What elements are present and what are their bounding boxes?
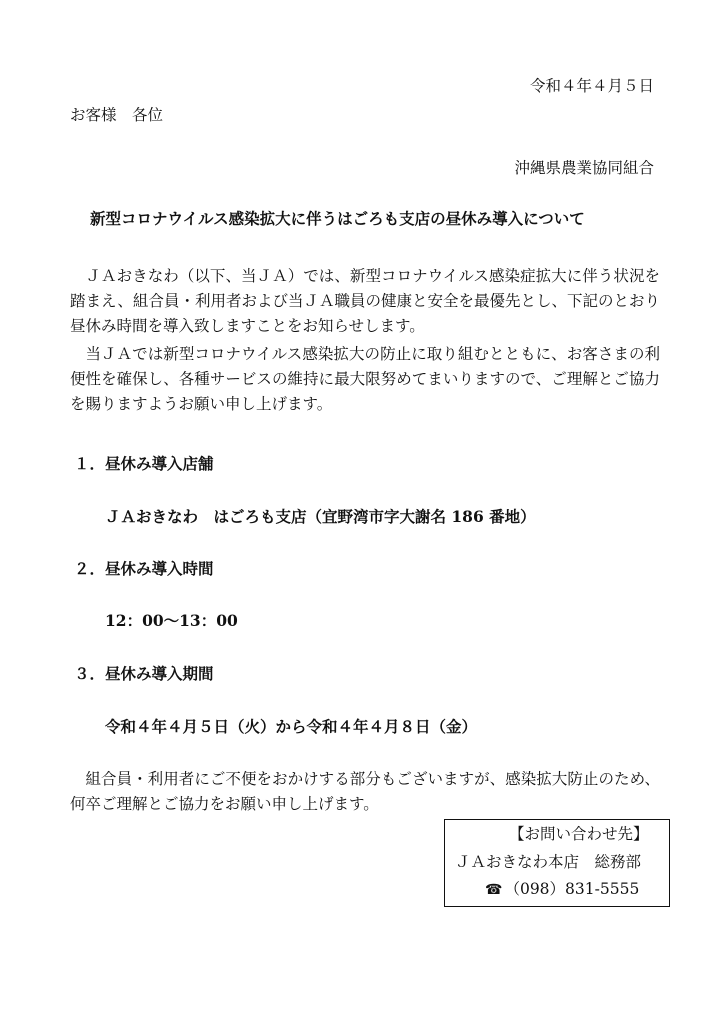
section-heading-store: １．昼休み導入店舗: [74, 454, 214, 473]
contact-phone-line: [485, 877, 639, 899]
section-value-period: 令和４年４月５日（火）から令和４年４月８日（金）: [105, 717, 478, 736]
closing-paragraph: 組合員・利用者にご不便をおかけする部分もございますが、感染拡大防止のため、何卒ご理解とご協力をお願い申し上げます。: [70, 770, 660, 813]
contact-phone-number: （098）831-5555: [504, 880, 640, 898]
recipient-line: お客様 各位: [70, 106, 164, 124]
section-heading-period: ３．昼休み導入期間: [74, 664, 214, 683]
document-date: 令和４年４月５日: [529, 77, 654, 95]
sender-organization: 沖縄県農業協同組合: [514, 159, 654, 177]
contact-office: ＪＡおきなわ本店 総務部: [455, 853, 642, 871]
contact-box: [444, 819, 670, 907]
commitment-paragraph: 当ＪＡでは新型コロナウイルス感染拡大の防止に取り組むとともに、お客さまの利便性を確保し、各種サービスの維持に最大限努めてまいりますので、ご理解とご協力を賜りますようお願い申し上げます。: [70, 345, 660, 413]
section-value-store: ＪＡおきなわ はごろも支店（宜野湾市字大謝名 186 番地）: [105, 507, 536, 526]
contact-heading: 【お問い合わせ先】: [509, 825, 649, 843]
intro-paragraph: ＪＡおきなわ（以下、当ＪＡ）では、新型コロナウイルス感染症拡大に伴う状況を踏まえ、組合員・利用者および当ＪＡ職員の健康と安全を最優先とし、下記のとおり昼休み時間を導入致しますことをお知らせします。: [70, 267, 660, 335]
phone-icon: ☎: [485, 882, 503, 898]
section-heading-time: ２．昼休み導入時間: [74, 559, 214, 578]
section-value-time: 12：00～13：00: [105, 611, 238, 630]
document-title: 新型コロナウイルス感染拡大に伴うはごろも支店の昼休み導入について: [90, 209, 585, 228]
